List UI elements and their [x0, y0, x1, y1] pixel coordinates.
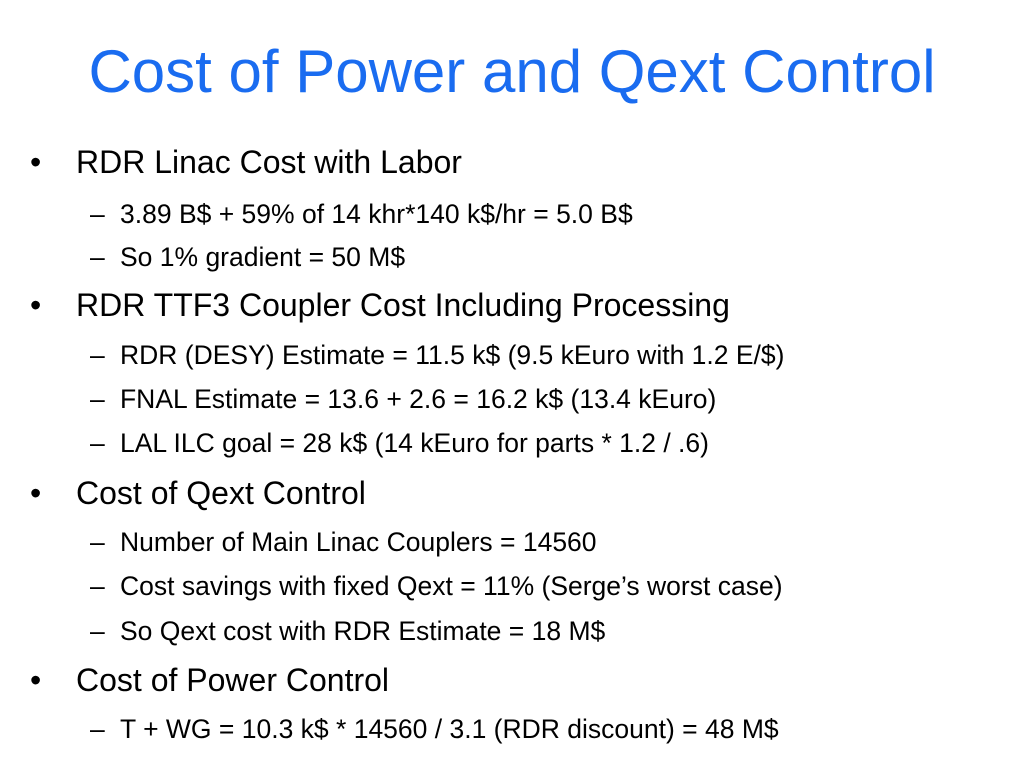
dash-marker: – — [90, 616, 105, 646]
sub-bullet-text: So 1% gradient = 50 M$ — [120, 242, 406, 272]
sub-bullet-item — [90, 614, 606, 648]
sub-bullet-item — [90, 525, 597, 559]
sub-bullet-item — [90, 338, 785, 372]
dash-marker: – — [90, 242, 105, 272]
dash-marker: – — [90, 714, 105, 744]
sub-bullet-text: RDR (DESY) Estimate = 11.5 k$ (9.5 kEuro with 1.2 E/$) — [120, 340, 785, 370]
sub-bullet-text: Number of Main Linac Couplers = 14560 — [120, 527, 597, 557]
sub-bullet-item — [90, 382, 717, 416]
sub-bullet-text: FNAL Estimate = 13.6 + 2.6 = 16.2 k$ (13.4 kEuro) — [120, 384, 717, 414]
dash-marker: – — [90, 527, 105, 557]
sub-bullet-text: Cost savings with fixed Qext = 11% (Serge’s worst case) — [120, 571, 783, 601]
dash-marker: – — [90, 199, 105, 229]
sub-bullet-item — [90, 240, 406, 274]
sub-bullet-item — [90, 569, 783, 603]
dash-marker: – — [90, 340, 105, 370]
bullet-text: Cost of Qext Control — [76, 475, 366, 511]
sub-bullet-text: 3.89 B$ + 59% of 14 khr*140 k$/hr = 5.0 B$ — [120, 199, 633, 229]
bullet-text: Cost of Power Control — [76, 662, 390, 698]
bullet-marker: • — [30, 287, 42, 323]
sub-bullet-item — [90, 197, 633, 231]
sub-bullet-item — [90, 426, 709, 460]
slide-title: Cost of Power and Qext Control — [88, 38, 936, 105]
sub-bullet-item — [90, 712, 779, 746]
bullet-text: RDR TTF3 Coupler Cost Including Processing — [76, 287, 730, 323]
bullet-text: RDR Linac Cost with Labor — [76, 144, 462, 180]
bullet-item — [30, 473, 366, 513]
bullet-item — [30, 285, 730, 325]
bullet-marker: • — [30, 475, 42, 511]
bullet-item — [30, 660, 390, 700]
sub-bullet-text: So Qext cost with RDR Estimate = 18 M$ — [120, 616, 606, 646]
bullet-marker: • — [30, 144, 42, 180]
dash-marker: – — [90, 428, 105, 458]
dash-marker: – — [90, 571, 105, 601]
dash-marker: – — [90, 384, 105, 414]
bullet-item — [30, 142, 462, 182]
sub-bullet-text: T + WG = 10.3 k$ * 14560 / 3.1 (RDR discount) = 48 M$ — [120, 714, 779, 744]
bullet-marker: • — [30, 662, 42, 698]
sub-bullet-text: LAL ILC goal = 28 k$ (14 kEuro for parts * 1.2 / .6) — [120, 428, 709, 458]
